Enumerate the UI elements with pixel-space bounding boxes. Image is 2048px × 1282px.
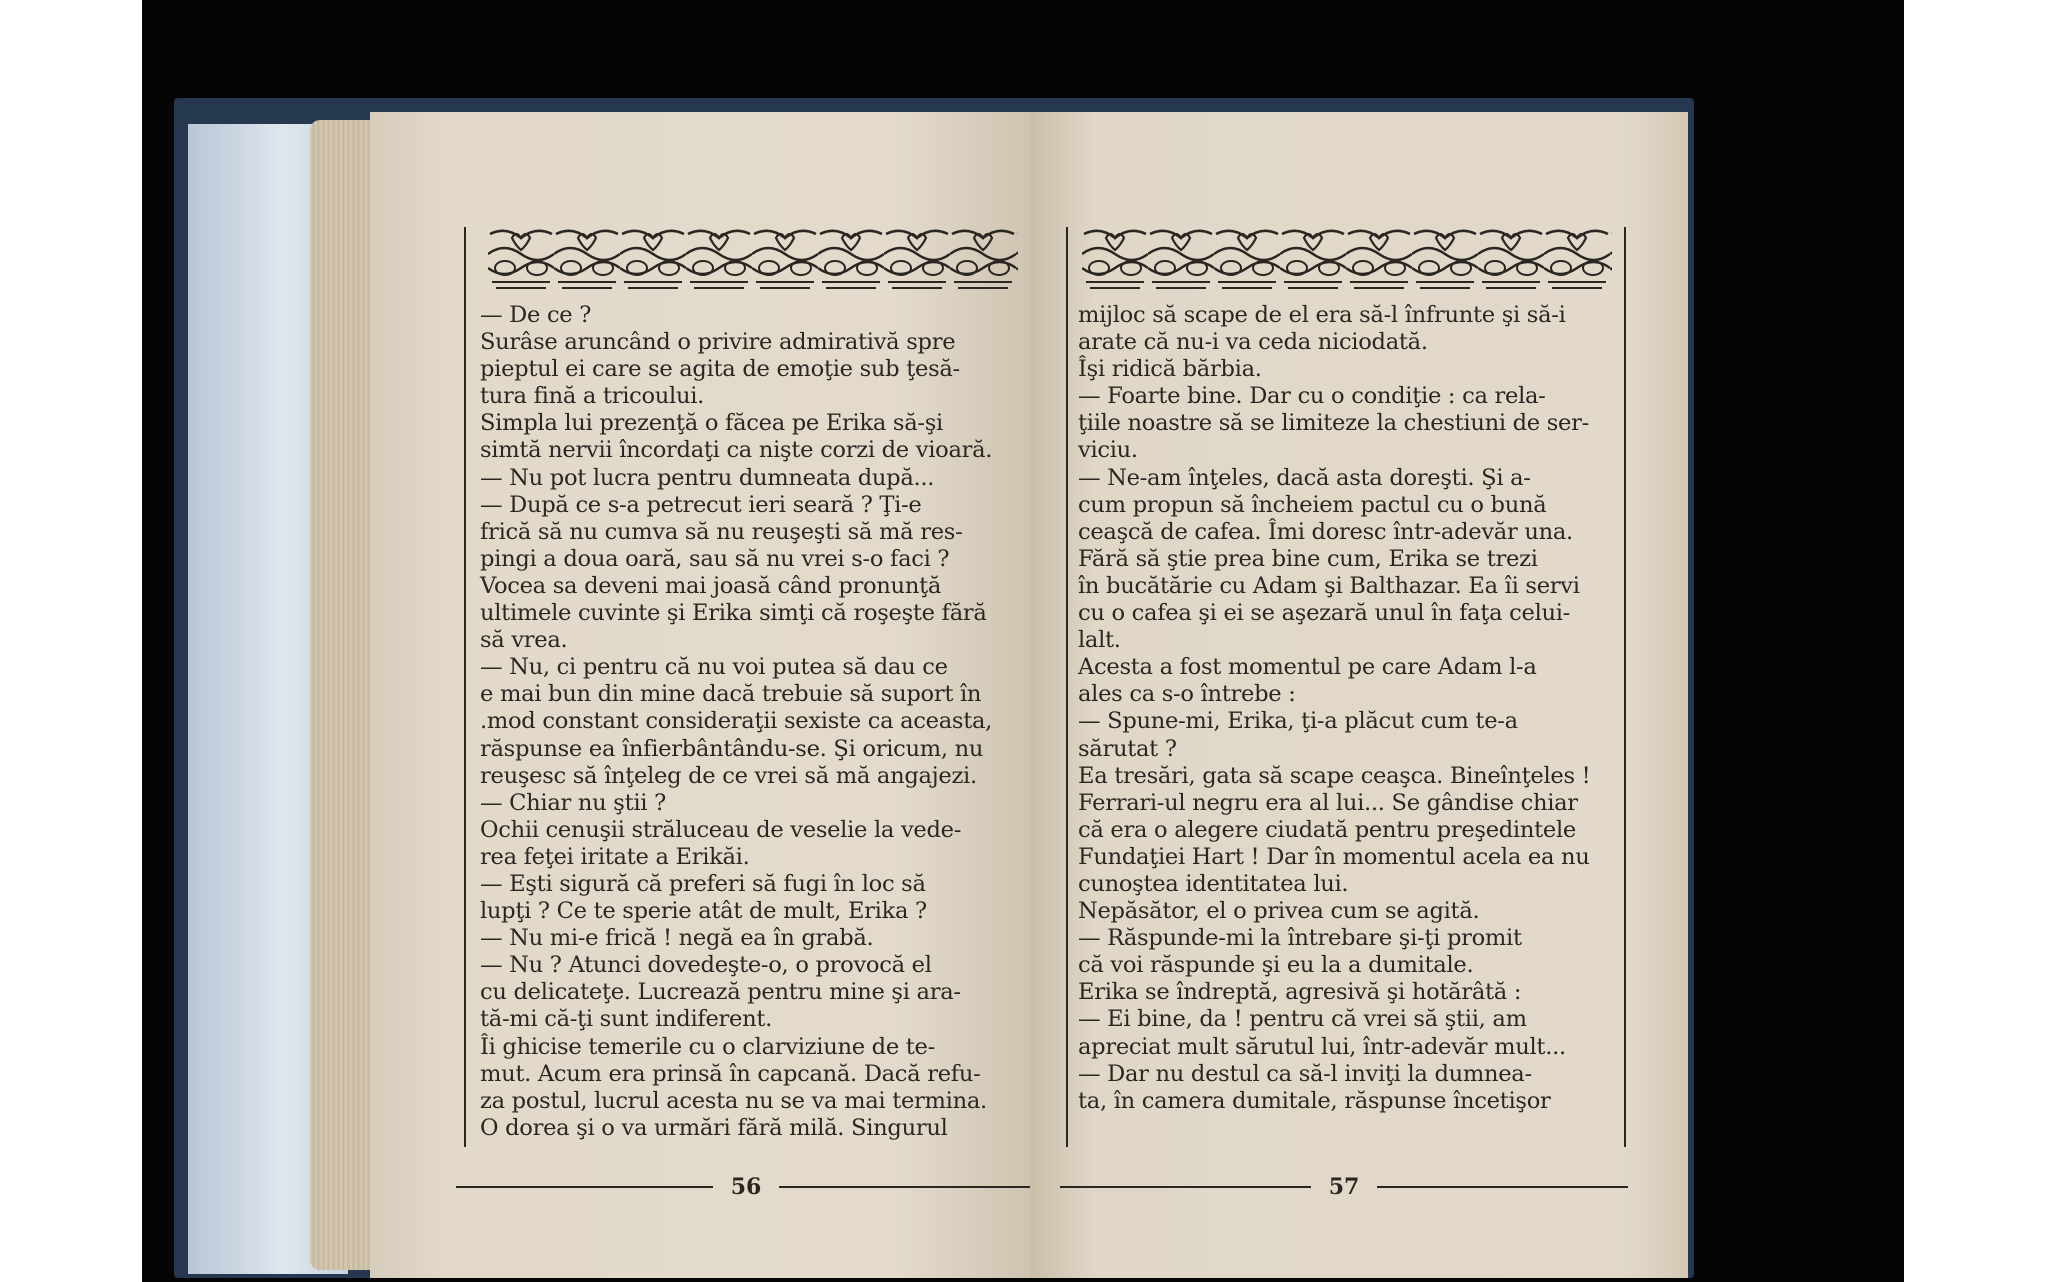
left-page-text [480, 302, 1010, 1142]
text-line: — De ce ? [480, 302, 592, 328]
text-line: apreciat mult sărutul lui, într-adevăr mult... [1078, 1033, 1566, 1060]
text-line: simtă nervii încordaţi ca nişte corzi de vioară. [480, 437, 993, 464]
text-line: Surâse aruncând o privire admirativă spre [480, 329, 956, 356]
text-line: Simpla lui prezenţă o făcea pe Erika să-şi [480, 410, 943, 437]
text-line: e mai bun din mine dacă trebuie să suport în [480, 681, 982, 708]
footer-rule [1377, 1186, 1628, 1188]
footer-rule [779, 1186, 1036, 1188]
text-line: ales ca s-o întrebe : [1078, 681, 1296, 708]
heart-knot-ornament-icon [488, 224, 1018, 296]
text-line: O dorea şi o va urmări fără milă. Singurul [480, 1114, 948, 1141]
page-number: 56 [730, 1174, 762, 1200]
text-line: cum propun să încheiem pactul cu o bună [1078, 491, 1547, 518]
text-line: — Nu mi-e frică ! negă ea în grabă. [480, 925, 874, 952]
text-line: reuşesc să înţeleg de ce vrei să mă angajezi. [480, 762, 977, 789]
text-line: Erika se îndreptă, agresivă şi hotărâtă : [1078, 979, 1522, 1006]
text-line: — Ne-am înţeles, dacă asta doreşti. Şi a- [1078, 464, 1531, 491]
text-line: mut. Acum era prinsă în capcană. Dacă refu- [480, 1060, 981, 1087]
text-line: lalt. [1078, 627, 1121, 654]
text-line: — Răspunde-mi la întrebare şi-ţi promit [1078, 925, 1522, 952]
text-line: Fără să ştie prea bine cum, Erika se trezi [1078, 545, 1538, 572]
text-line: rea feţei iritate a Erikăi. [480, 843, 750, 870]
text-line: pieptul ei care se agita de emoţie sub ţesă- [480, 356, 960, 383]
text-line: .mod constant consideraţii sexiste ca aceasta, [480, 708, 993, 735]
right-page-footer [1060, 1172, 1628, 1202]
text-line: — Chiar nu ştii ? [480, 789, 666, 816]
text-line: — Spune-mi, Erika, ţi-a plăcut cum te-a [1078, 708, 1518, 735]
text-line: — Eşti sigură că preferi să fugi în loc să [480, 870, 926, 897]
text-line: mijloc să scape de el era să-l înfrunte şi să-i [1078, 302, 1566, 328]
text-line: să vrea. [480, 627, 568, 654]
text-line: Ochii cenuşii străluceau de veselie la vede- [480, 816, 962, 843]
right-page-text [1078, 302, 1618, 1115]
text-line: — Nu, ci pentru că nu voi putea să dau ce [480, 654, 948, 681]
left-page [370, 112, 1030, 1278]
heart-knot-ornament-icon [1082, 224, 1612, 296]
footer-rule [456, 1186, 713, 1188]
right-page [1030, 112, 1688, 1278]
text-line: — Foarte bine. Dar cu o condiţie : ca rela- [1078, 383, 1546, 410]
text-line: — Dar nu destul ca să-l inviţi la dumnea- [1078, 1060, 1532, 1087]
text-line: za postul, lucrul acesta nu se va mai termina. [480, 1087, 987, 1114]
footer-rule [1060, 1186, 1311, 1188]
left-page-footer [456, 1172, 1036, 1202]
open-book [310, 112, 1694, 1278]
text-line: — După ce s-a petrecut ieri seară ? Ţi-e [480, 491, 922, 518]
text-line: cunoştea identitatea lui. [1078, 870, 1349, 897]
text-line: ultimele cuvinte şi Erika simţi că roşeşte fără [480, 600, 987, 627]
page-number: 57 [1328, 1174, 1360, 1200]
text-line: ta, în camera dumitale, răspunse încetişor [1078, 1087, 1551, 1114]
text-line: cu o cafea şi ei se aşezară unul în faţa celui- [1078, 600, 1571, 627]
text-line: Ea tresări, gata să scape ceaşca. Bineînţeles ! [1078, 762, 1591, 789]
text-line: Vocea sa deveni mai joasă când pronunţă [480, 572, 942, 599]
text-line: arate că nu-i va ceda niciodată. [1078, 329, 1428, 356]
text-line: că voi răspunde şi eu la a dumitale. [1078, 952, 1474, 979]
text-line: sărutat ? [1078, 735, 1177, 762]
text-line: viciu. [1078, 437, 1138, 464]
text-line: Îi ghicise temerile cu o clarviziune de te- [480, 1033, 935, 1060]
text-line: Nepăsător, el o privea cum se agită. [1078, 898, 1480, 925]
text-line: ceaşcă de cafea. Îmi doresc într-adevăr una. [1078, 518, 1573, 545]
text-line: Ferrari-ul negru era al lui... Se gândise chiar [1078, 789, 1578, 816]
text-line: ţiile noastre să se limiteze la chestiuni de ser- [1078, 410, 1589, 437]
text-line: tura fină a tricoului. [480, 383, 705, 410]
text-line: răspunse ea înfierbântându-se. Şi oricum, nu [480, 735, 984, 762]
text-line: — Nu pot lucra pentru dumneata după... [480, 464, 935, 491]
text-line: — Ei bine, da ! pentru că vrei să ştii, am [1078, 1006, 1527, 1033]
text-line: pingi a doua oară, sau să nu vrei s-o faci ? [480, 545, 950, 572]
text-line: Fundaţiei Hart ! Dar în momentul acela ea nu [1078, 843, 1590, 870]
text-line: tă-mi că-ţi sunt indiferent. [480, 1006, 773, 1033]
text-line: Acesta a fost momentul pe care Adam l-a [1078, 654, 1537, 681]
text-line: că era o alegere ciudată pentru preşedintele [1078, 816, 1576, 843]
text-line: Îşi ridică bărbia. [1078, 356, 1262, 383]
text-line: frică să nu cumva să nu reuşeşti să mă res- [480, 518, 963, 545]
text-line: cu delicateţe. Lucrează pentru mine şi ara- [480, 979, 961, 1006]
text-line: în bucătărie cu Adam şi Balthazar. Ea îi servi [1078, 572, 1580, 599]
text-line: lupţi ? Ce te sperie atât de mult, Erika ? [480, 898, 927, 925]
text-line: — Nu ? Atunci dovedeşte-o, o provocă el [480, 952, 932, 979]
